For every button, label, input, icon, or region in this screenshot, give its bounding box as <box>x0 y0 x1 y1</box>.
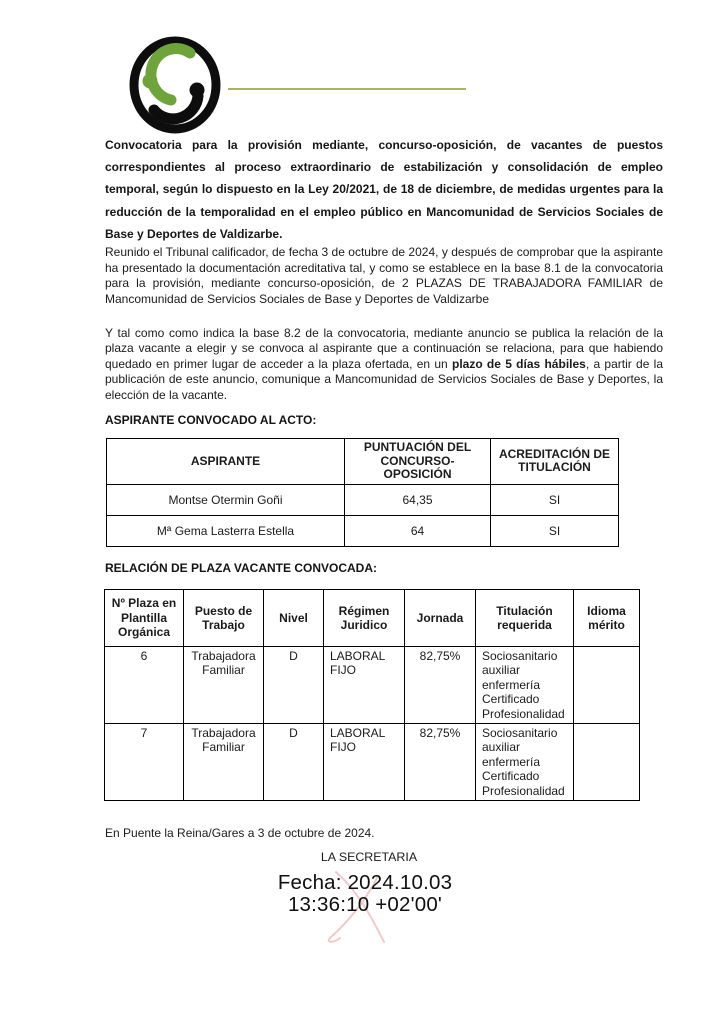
header-divider-line <box>228 88 466 90</box>
organization-logo <box>127 36 223 141</box>
aspirante-score: 64 <box>345 515 491 546</box>
plaza-idioma <box>574 647 640 724</box>
paragraph-convocatoria: Convocatoria para la provisión mediante, concurso-oposición, de vacantes de puestos correspondientes al proceso extraordinario de estabilización y consolidación de empleo temporal, según lo dispuesto en la Ley 20/2021, de 18 de diciembre, de medidas urgentes para la reducción de la temporalidad en el empleo público en Mancomunidad de Servicios Sociales de Base y Deportes de Valdizarbe. <box>105 138 663 241</box>
aspirante-name: Mª Gema Lasterra Estella <box>107 515 345 546</box>
plaza-jornada: 82,75% <box>405 647 476 724</box>
paragraph-anuncio <box>105 326 663 403</box>
logo-icon <box>127 36 223 136</box>
heading-aspirante-convocado: ASPIRANTE CONVOCADO AL ACTO: <box>105 413 317 427</box>
aspirantes-table <box>106 438 619 547</box>
plaza-puesto: Trabajadora Familiar <box>184 647 264 724</box>
plaza-nivel: D <box>264 724 324 801</box>
aspirante-accreditation: SI <box>491 515 619 546</box>
table-row <box>105 647 640 724</box>
plazas-table-header-row <box>105 590 640 647</box>
col-header-aspirante: ASPIRANTE <box>107 439 345 485</box>
col-header-jornada: Jornada <box>405 590 476 647</box>
col-header-titulacion: Titulación requerida <box>476 590 574 647</box>
plaza-titulacion: Sociosanitario auxiliar enfermería Certificado Profesionalidad <box>476 724 574 801</box>
table-row <box>105 724 640 801</box>
col-header-acreditacion: ACREDITACIÓN DE TITULACIÓN <box>491 439 619 485</box>
stamp-time-line: 13:36:10 +02'00' <box>287 893 443 916</box>
paragraph-anuncio-start: Y tal como como indica la base 8.2 de la convocatoria, mediante anuncio se publica la relación de la plaza vacante a elegir y se convoca al aspirante que a continuación se relaciona, para que habiendo quedado en primer lugar de acceder a la plaza ofertada, en un <box>105 326 663 371</box>
aspirante-accreditation: SI <box>491 484 619 515</box>
plaza-idioma <box>574 724 640 801</box>
aspirantes-table-header-row <box>107 439 619 485</box>
plaza-jornada: 82,75% <box>405 724 476 801</box>
heading-relacion-plaza: RELACIÓN DE PLAZA VACANTE CONVOCADA: <box>105 561 377 575</box>
col-header-idioma: Idioma mérito <box>574 590 640 647</box>
col-header-regimen: Régimen Juridico <box>324 590 405 647</box>
paragraph-anuncio-bold-deadline: plazo de 5 días hábiles <box>451 356 586 371</box>
col-header-nivel: Nivel <box>264 590 324 647</box>
plaza-numero: 7 <box>105 724 184 801</box>
aspirante-name: Montse Otermin Goñi <box>107 484 345 515</box>
plaza-titulacion: Sociosanitario auxiliar enfermería Certificado Profesionalidad <box>476 647 574 724</box>
plaza-nivel: D <box>264 647 324 724</box>
plazas-table <box>104 589 640 801</box>
signer-title: LA SECRETARIA <box>320 850 418 864</box>
paragraph-tribunal: Reunido el Tribunal calificador, de fecha 3 de octubre de 2024, y después de comprobar que la aspirante ha presentado la documentación acreditativa tal, y como se establece en la base 8.1 de la convocatoria para la provisión, mediante concurso-oposición, de 2 PLAZAS DE TRABAJADORA FAMILIAR de Mancomunidad de Servicios Sociales de Base y Deportes de Valdizarbe <box>105 245 663 306</box>
table-row <box>107 484 619 515</box>
col-header-puntuacion: PUNTUACIÓN DEL CONCURSO-OPOSICIÓN <box>345 439 491 485</box>
plaza-numero: 6 <box>105 647 184 724</box>
paragraph-anuncio-end: , a partir de la publicación de este anuncio, comunique a Mancomunidad de Servicios Sociales de Base y Deportes, la elección de la vacante. <box>105 356 664 402</box>
plaza-regimen: LABORAL FIJO <box>324 724 405 801</box>
digital-signature-stamp <box>105 872 625 916</box>
col-header-num-plaza: Nº Plaza en Plantilla Orgánica <box>105 590 184 647</box>
aspirante-score: 64,35 <box>345 484 491 515</box>
table-row <box>107 515 619 546</box>
col-header-puesto: Puesto de Trabajo <box>184 590 264 647</box>
plaza-regimen: LABORAL FIJO <box>324 647 405 724</box>
stamp-date-line: Fecha: 2024.10.03 <box>277 871 453 894</box>
plaza-puesto: Trabajadora Familiar <box>184 724 264 801</box>
place-date-line: En Puente la Reina/Gares a 3 de octubre de 2024. <box>105 826 375 840</box>
